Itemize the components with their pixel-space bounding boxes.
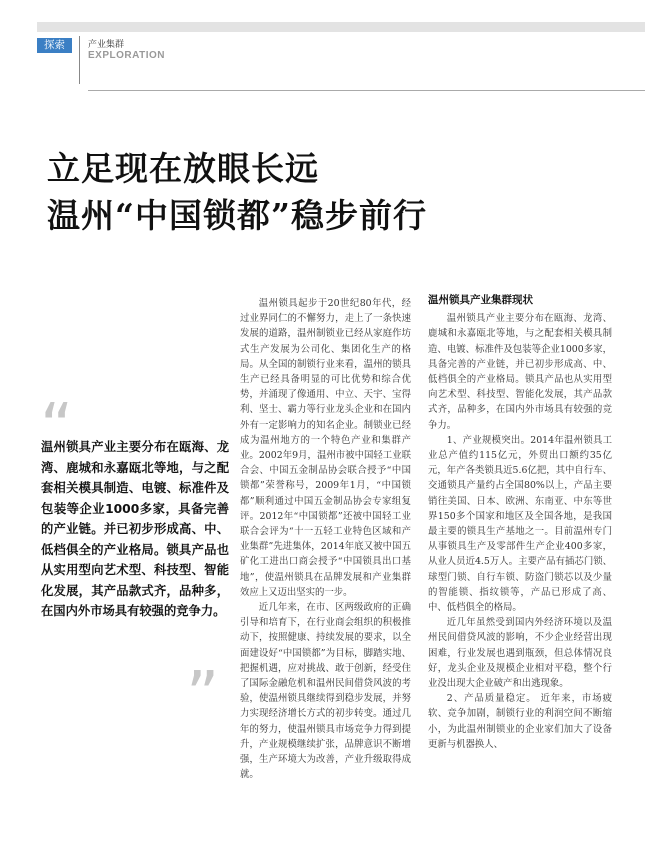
paragraph: 温州锁具产业主要分布在瓯海、龙湾、鹿城和永嘉瓯北等地，与之配套相关模具制造、电镀、标准件及包装等企业1000多家，具备完善的产业链，并已初步形成高、中、低档俱全的产业格局。锁具产品也从实用型向艺术型、科技型、智能化发展，其产品款式齐，品种多，在国内外市场具有较强的竞争力。: [428, 313, 612, 431]
headline-line-2: 温州“中国锁都”稳步前行: [47, 196, 427, 235]
section-label-en: EXPLORATION: [88, 50, 165, 61]
section-tag: 探索: [37, 38, 72, 53]
headline-line-1: 立足现在放眼长远: [47, 149, 319, 188]
pull-quote: 温州锁具产业主要分布在瓯海、龙湾、鹿城和永嘉瓯北等地，与之配套相关模具制造、电镀、标准件及包装等企业1000多家，具备完善的产业链。并已初步形成高、中、低档俱全的产业格局。锁具产品也从实用型向艺术型、科技型、智能化发展，其产品款式齐，品种多，在国内外市场具有较强的竞争力。: [41, 440, 229, 618]
top-rule: [37, 22, 645, 32]
article-column-right: [428, 293, 612, 752]
paragraph: 近几年虽然受到国内外经济环境以及温州民间借贷风波的影响，不少企业经营出现困难，行业发展也遇到瓶颈，但总体情况良好，龙头企业及规模企业相对平稳，整个行业没出现大企业破产和出逃现象。: [428, 617, 612, 690]
open-quote-icon: “: [40, 391, 74, 465]
section-label-cn: 产业集群: [88, 40, 125, 50]
header-rule: [88, 90, 645, 91]
section-heading: 温州锁具产业集群现状: [428, 294, 533, 306]
paragraph: 近几年来，在市、区两级政府的正确引导和培育下，在行业商会组织的积极推动下，按照健康、持续发展的要求，以全面建设好“中国锁都”为目标，脚踏实地、把握机遇，应对挑战、敢于创新，经受住了国际金融危机和温州民间借贷风波的考验，使温州锁具继续得到稳步发展，并努力实现经济增长方式的初步转变。通过几年的努力，使温州锁具市场竞争力得到提升，产业规模继续扩张，品牌意识不断增强，生产环境大为改善，产业升级取得成就。: [240, 602, 411, 781]
paragraph: 1、产业规模突出。2014年温州锁具工业总产值约115亿元，外贸出口额约35亿元，年产各类锁具近5.6亿把，其中自行车、交通锁具产量约占全国80%以上，产品主要销往美国、日本、欧洲、东南亚、中东等世界150多个国家和地区及全国各地，是我国最主要的锁具生产基地之一。目前温州专门从事锁具生产及零部件生产企业400多家，从业人员近4.5万人。主要产品有插芯门锁、球型门锁、自行车锁、防盗门锁芯以及少量的智能锁、指纹锁等，产品已形成了高、中、低档俱全的格局。: [428, 434, 612, 614]
paragraph: 温州锁具起步于20世纪80年代，经过业界同仁的不懈努力，走上了一条快速发展的道路，温州制锁业已经从家庭作坊式生产发展为公司化、集团化生产的格局。从全国的制锁行业来看，温州的锁具生产已经具备明显的可比优势和综合优势，并涌现了像通用、中立、天宇、宝得利、坚士、霸力等行业龙头企业和在国内外有一定影响力的知名企业。制锁业已经成为温州地方的一个特色产业和集群产业。2002年9月，温州市被中国轻工业联合会、中国五金制品协会联合授予“中国锁都”荣誉称号，2009年1月，“中国锁都”顺利通过中国五金制品协会专家组复评。2012年“中国锁都”还被中国轻工业联合会评为“十一五轻工业特色区域和产业集群”先进集体，2014年底又被中国五矿化工进出口商会授予“中国锁具出口基地”，使温州锁具在品牌发展和产业集群效应上又迈出坚实的一步。: [240, 298, 411, 598]
header-divider: [79, 36, 80, 84]
article-column-middle: [240, 296, 411, 783]
close-quote-icon: ”: [186, 659, 220, 733]
paragraph: 2、产品质量稳定。 近年来，市场疲软、竞争加剧，制锁行业的利润空间不断缩小，为此温州制锁业的企业家们加大了设备更新与机器换人、: [428, 693, 612, 750]
